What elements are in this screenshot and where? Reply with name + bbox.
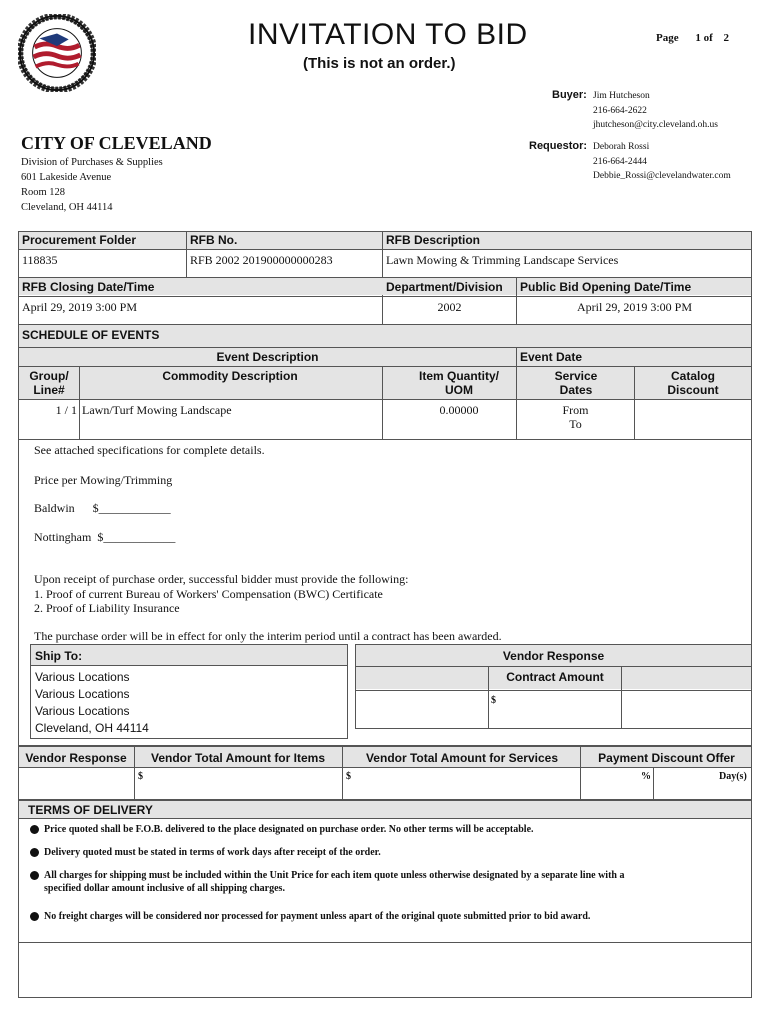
term-fob-text: Price quoted shall be F.O.B. delivered to the place designated on purchase order. No other terms will be acceptable. [44, 824, 534, 835]
discount-days: Day(s) [719, 771, 747, 782]
proof2-line: 2. Proof of Liability Insurance [34, 601, 180, 615]
bullet-icon [30, 912, 39, 921]
commodity-value: Lawn/Turf Mowing Landscape [82, 403, 232, 417]
details-line1: See attached specifications for complete details. [34, 443, 265, 457]
schedule-title: SCHEDULE OF EVENTS [22, 328, 160, 342]
qty-uom-header [383, 369, 535, 397]
requestor-phone: 216-664-2444 [593, 156, 647, 167]
vendor-response-col-label: Vendor Response [19, 751, 133, 765]
org-name: CITY OF CLEVELAND [21, 133, 212, 153]
procurement-folder-value: 118835 [22, 253, 58, 267]
col-qty: Item Quantity/ [418, 369, 499, 383]
buyer-label: Buyer: [552, 89, 587, 101]
buyer-email: jhutcheson@city.cleveland.oh.us [593, 120, 719, 130]
contract-amount-label: Contract Amount [489, 670, 621, 684]
discount-percent-input[interactable] [581, 768, 652, 799]
ship-line4: Cleveland, OH 44114 [35, 721, 149, 735]
term-delivery-text: Delivery quoted must be stated in terms of work days after receipt of the order. [44, 847, 381, 858]
ship-line1: Various Locations [35, 670, 130, 684]
city-seal-icon [18, 14, 96, 92]
items-total-dollar: $ [138, 771, 143, 782]
commodity-header: Commodity Description [80, 369, 380, 383]
opening-value: April 29, 2019 3:00 PM [576, 300, 692, 314]
discount-percent: % [641, 771, 651, 782]
page-title: INVITATION TO BID [248, 18, 528, 51]
buyer-name: Jim Hutcheson [593, 91, 650, 101]
page-current: 1 [695, 32, 701, 44]
page-total: 2 [723, 32, 730, 44]
nottingham-price-line: Nottingham $____________ [34, 530, 176, 544]
term-shipping-text [44, 869, 624, 895]
requestor-label: Requestor: [529, 140, 588, 152]
qty-value: 0.00000 [439, 403, 479, 417]
org-division: Division of Purchases & Supplies [21, 157, 163, 168]
buyer-info [593, 89, 718, 133]
discount-days-input[interactable] [654, 768, 751, 799]
requestor-name: Deborah Rossi [593, 142, 650, 152]
rfb-desc-value: Lawn Mowing & Trimming Landscape Services [386, 253, 619, 267]
closing-label: RFB Closing Date/Time [22, 280, 155, 294]
col-uom: UOM [445, 383, 473, 397]
details-line2: Price per Mowing/Trimming [34, 473, 173, 487]
rfb-desc-label: RFB Description [386, 233, 481, 247]
org-room: Room 128 [21, 187, 66, 198]
ship-line3: Various Locations [35, 704, 130, 718]
contract-amount-input[interactable] [489, 692, 620, 728]
services-total-input[interactable] [343, 768, 579, 799]
dept-value: 2002 [437, 300, 462, 314]
payment-discount-label: Payment Discount Offer [582, 751, 751, 765]
ship-to-label: Ship To: [35, 649, 83, 663]
page-of: of [703, 32, 713, 44]
dept-label: Department/Division [386, 280, 503, 294]
event-description-label: Event Description [19, 350, 516, 364]
buyer-phone: 216-664-2622 [593, 105, 647, 116]
event-date-label: Event Date [520, 350, 583, 364]
service-dates-header [518, 369, 634, 397]
services-total-label: Vendor Total Amount for Services [344, 751, 580, 765]
bullet-icon [30, 848, 39, 857]
procurement-folder-label: Procurement Folder [22, 233, 137, 247]
receipt-line: Upon receipt of purchase order, successful bidder must provide the following: [34, 572, 409, 586]
col-catalog: Catalog [670, 369, 715, 383]
rfb-no-label: RFB No. [190, 233, 238, 247]
term-shipping-line2: specified dollar amount inclusive of all shipping charges. [44, 883, 285, 894]
group-line-header [19, 369, 79, 397]
page-label: Page [656, 32, 679, 44]
closing-value: April 29, 2019 3:00 PM [22, 300, 138, 314]
proof1-line: 1. Proof of current Bureau of Workers' Compensation (BWC) Certificate [34, 587, 383, 601]
baldwin-price-line: Baldwin $____________ [34, 501, 171, 515]
terms-title: TERMS OF DELIVERY [28, 803, 153, 817]
org-address [21, 155, 163, 215]
col-line: Line# [33, 383, 65, 397]
requestor-email: Debbie_Rossi@clevelandwater.com [593, 171, 731, 181]
ship-line2: Various Locations [35, 687, 130, 701]
to-label: To [569, 417, 582, 431]
services-total-dollar: $ [346, 771, 351, 782]
col-group: Group/ [29, 369, 69, 383]
col-dates: Dates [559, 383, 593, 397]
col-service: Service [554, 369, 598, 383]
items-total-input[interactable] [135, 768, 341, 799]
rfb-no-value: RFB 2002 201900000000283 [190, 253, 333, 267]
interim-line: The purchase order will be in effect for only the interim period until a contract has been awarded. [34, 629, 502, 643]
col-discount: Discount [667, 383, 719, 397]
term-shipping-line1: All charges for shipping must be included within the Unit Price for each item quote unless otherwise designated by a separate line with a [44, 870, 625, 881]
requestor-info [593, 140, 731, 184]
from-label: From [562, 403, 589, 417]
opening-label: Public Bid Opening Date/Time [520, 280, 692, 294]
items-total-label: Vendor Total Amount for Items [135, 751, 341, 765]
org-city: Cleveland, OH 44114 [21, 202, 113, 213]
bullet-icon [30, 825, 39, 834]
page-number [656, 32, 729, 44]
ship-to-address [35, 669, 149, 737]
bullet-icon [30, 871, 39, 880]
term-freight-text: No freight charges will be considered nor processed for payment unless apart of the original quote submitted prior to bid award. [44, 911, 591, 922]
org-street: 601 Lakeside Avenue [21, 172, 112, 183]
service-dates-value [517, 403, 634, 431]
page-subtitle: (This is not an order.) [303, 55, 456, 72]
vendor-response-title: Vendor Response [356, 649, 751, 663]
line-number: 1 / 1 [55, 403, 77, 417]
contract-amount-dollar: $ [491, 695, 496, 706]
vendor-response-input[interactable] [19, 768, 133, 799]
catalog-discount-header [635, 369, 751, 397]
